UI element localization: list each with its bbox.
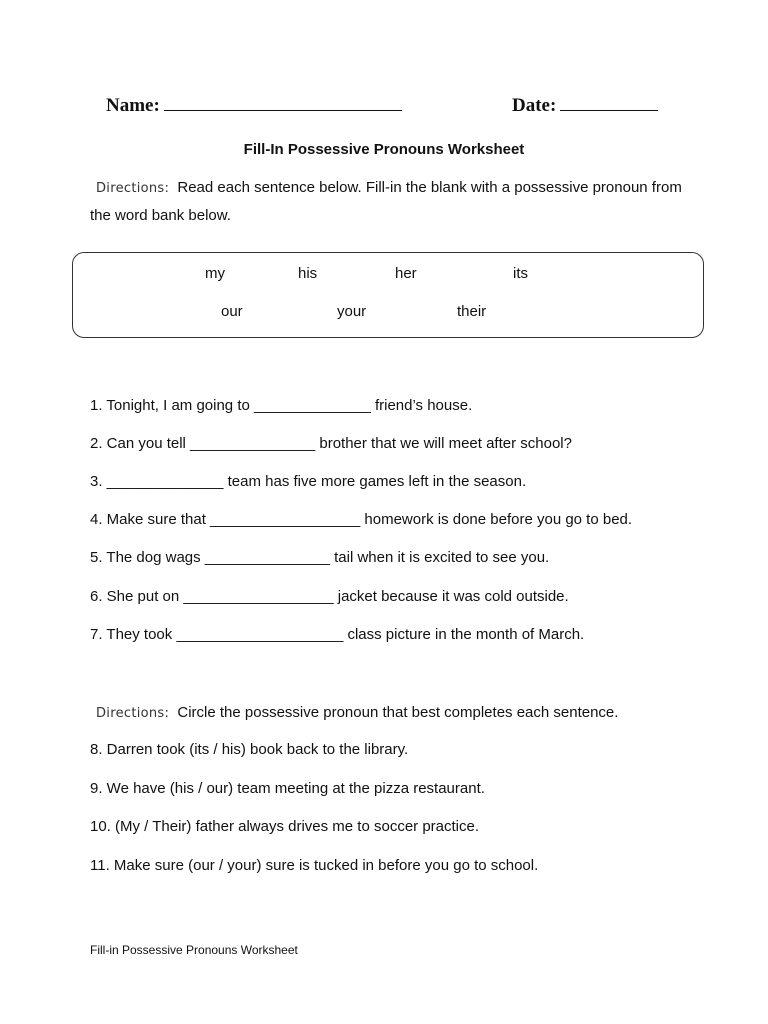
word-bank-word: their (457, 303, 487, 320)
directions-label: Directions: (96, 181, 170, 196)
question-circle-11: 11. Make sure (our / your) sure is tucked in before you go to school. (90, 857, 539, 874)
question-fill-5: 5. The dog wags _______________ tail when it is excited to see you. (90, 549, 550, 566)
word-bank-word: your (337, 303, 367, 320)
question-circle-10: 10. (My / Their) father always drives me to soccer practice. (90, 818, 480, 835)
directions-text: Circle the possessive pronoun that best completes each sentence. (177, 704, 619, 721)
question-fill-1: 1. Tonight, I am going to ______________ friend’s house. (90, 397, 473, 414)
directions-fill-in (90, 174, 690, 229)
word-bank-word: our (221, 303, 243, 320)
question-fill-3: 3. ______________ team has five more games left in the season. (90, 473, 527, 490)
word-bank-word: his (298, 265, 318, 282)
word-bank-word: my (205, 265, 225, 282)
date-field (512, 92, 658, 117)
directions-circle (90, 699, 690, 727)
word-bank-word: her (395, 265, 417, 282)
directions-text: Read each sentence below. Fill-in the blank with a possessive pronoun from the word bank below. (90, 179, 682, 224)
question-fill-2: 2. Can you tell _______________ brother that we will meet after school? (90, 435, 572, 452)
question-circle-9: 9. We have (his / our) team meeting at the pizza restaurant. (90, 780, 485, 797)
directions-label: Directions: (96, 706, 170, 721)
question-circle-8: 8. Darren took (its / his) book back to the library. (90, 741, 409, 758)
question-fill-6: 6. She put on __________________ jacket because it was cold outside. (90, 588, 569, 605)
header-row (106, 92, 666, 118)
word-bank-word: its (513, 265, 528, 282)
question-fill-7: 7. They took ____________________ class picture in the month of March. (90, 626, 585, 643)
word-bank (72, 252, 704, 338)
name-label: Name: (106, 95, 160, 116)
worksheet-title: Fill-In Possessive Pronouns Worksheet (243, 141, 525, 158)
name-blank[interactable] (164, 92, 402, 111)
name-field (106, 92, 402, 117)
date-label: Date: (512, 95, 557, 116)
question-fill-4: 4. Make sure that __________________ homework is done before you go to bed. (90, 511, 633, 528)
date-blank[interactable] (560, 92, 658, 111)
footer-text: Fill-in Possessive Pronouns Worksheet (90, 943, 298, 957)
